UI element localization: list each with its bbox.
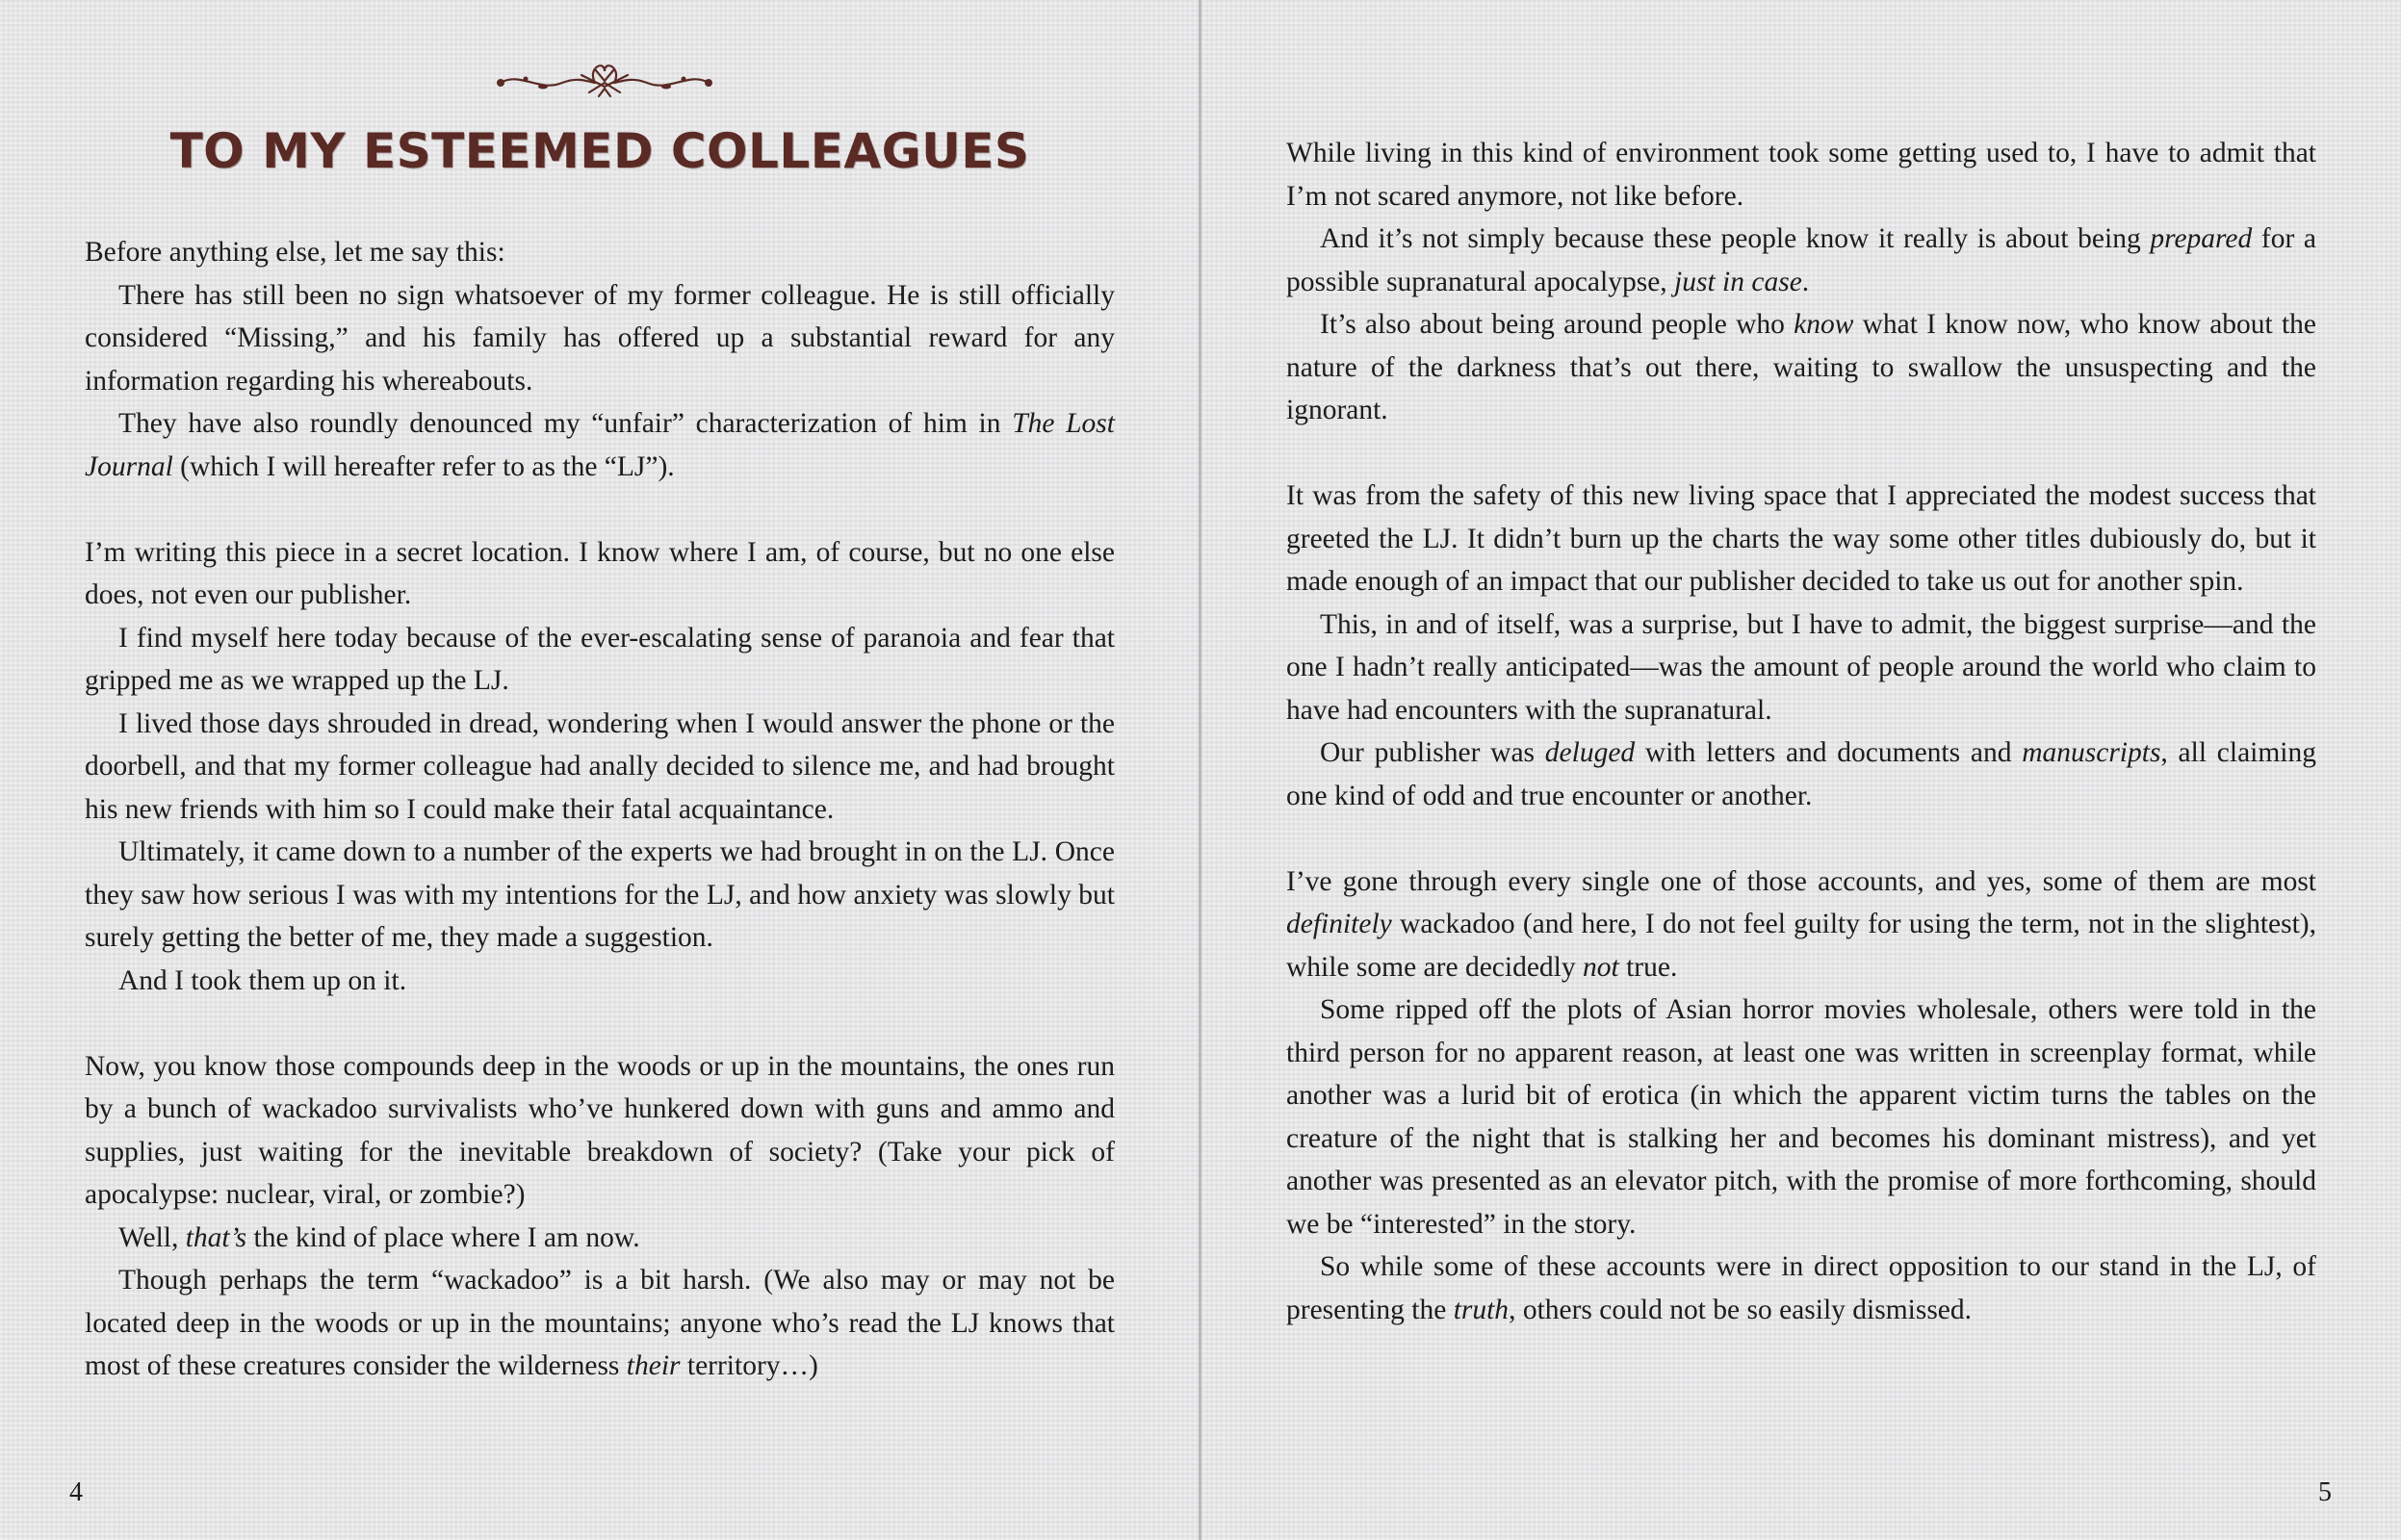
left-page [0,0,1200,1540]
paragraph: I’m writing this piece in a secret location. I know where I am, of course, but no one else does, not even our publisher. [85,536,1115,610]
paragraph: So while some of these accounts were in direct opposition to our stand in the LJ, of presenting the truth, others could not be so easily dismissed. [1286,1251,2316,1325]
paragraph: Well, that’s the kind of place where I am now. [118,1221,640,1253]
book-gutter [1199,0,1201,1540]
paragraph: It was from the safety of this new living space that I appreciated the modest success that greeted the LJ. It didn’t burn up the charts the way some other titles dubiously do, but it made enough of an impact that our publisher decided to take us out for another spin. [1286,480,2316,597]
paragraph: Some ripped off the plots of Asian horror movies wholesale, others were told in the third person for no apparent reason, at least one was written in screenplay format, while another was a lurid bit of erotica (in which the apparent victim turns the tables on the creature of the night that is stalking her and becomes his dominant mistress), and yet another was presented as an elevator pitch, with the promise of more forthcoming, should we be “interested” in the story. [1286,994,2316,1240]
paragraph: Though perhaps the term “wackadoo” is a bit harsh. (We also may or may not be located deep in the woods or up in the mountains; anyone who’s read the LJ knows that most of these creatures consider the wilderness their territory…) [85,1265,1115,1381]
paragraph: Ultimately, it came down to a number of the experts we had brought in on the LJ. Once they saw how serious I was with my intentions for the LJ, and how anxiety was slowly but surely getting the better of me, they made a suggestion. [85,836,1115,953]
flourish-ornament-icon [481,54,728,108]
paragraph: Our publisher was deluged with letters and documents and manuscripts, all claiming one kind of odd and true encounter or another. [1286,737,2316,811]
paragraph: Now, you know those compounds deep in the woods or up in the mountains, the ones run by a bunch of wackadoo survivalists who’ve hunkered down with guns and ammo and supplies, just waiting for the inevitable breakdown of society? (Take your pick of apocalypse: nuclear, viral, or zombie?) [85,1050,1115,1210]
paragraph: I find myself here today because of the ever-escalating sense of paranoia and fear that gripped me as we wrapped up the LJ. [85,622,1115,696]
paragraph: It’s also about being around people who know what I know now, who know about the nature of the darkness that’s out there, waiting to swallow the unsuspecting and the ignorant. [1286,309,2317,425]
page-number: 4 [69,1477,83,1507]
paragraph: While living in this kind of environment took some getting used to, I have to admit that I’m not scared anymore, not like before. [1286,138,2316,212]
paragraph: They have also roundly denounced my “unfair” characterization of him in The Lost Journal (which I will hereafter refer to as the “LJ”). [85,408,1115,482]
paragraph: And it’s not simply because these people know it really is about being prepared for a possible supranatural apocalypse, just in case. [1286,223,2316,297]
chapter-title: TO MY ESTEEMED COLLEAGUES [169,123,1030,179]
paragraph: This, in and of itself, was a surprise, but I have to admit, the biggest surprise—and the one I hadn’t really anticipated—was the amount of people around the world who claim to have had encounters with the supranatural. [1286,608,2316,726]
paragraph: And I took them up on it. [118,964,407,996]
paragraph: Before anything else, let me say this: [85,237,505,268]
paragraph: I lived those days shrouded in dread, wondering when I would answer the phone or the doorbell, and that my former colleague had anally decided to silence me, and had brought his new friends with him so I could make their fatal acquaintance. [85,707,1115,825]
paragraph: I’ve gone through every single one of those accounts, and yes, some of them are most definitely wackadoo (and here, I do not feel guilty for using the term, not in the slightest), while some are decidedly not true. [1286,865,2316,983]
left-body-text [85,231,1115,1388]
paragraph: There has still been no sign whatsoever of my former colleague. He is still officially considered “Missing,” and his family has offered up a substantial reward for any information regarding his whereabouts. [85,279,1115,397]
page-number: 5 [2318,1477,2332,1507]
right-body-text [1286,132,2316,1331]
